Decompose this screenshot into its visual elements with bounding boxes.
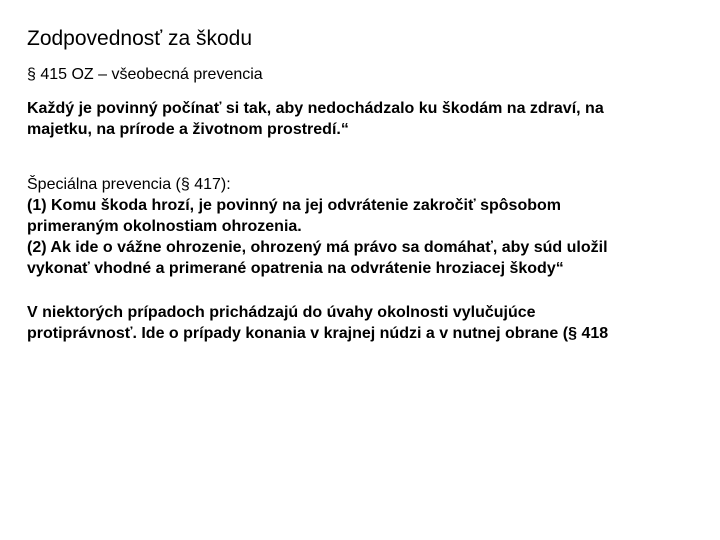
exclusion-circumstances-text xyxy=(27,302,697,344)
section-subtitle: § 415 OZ – všeobecná prevencia xyxy=(27,66,263,83)
text-line: (2) Ak ide o vážne ohrozenie, ohrozený má právo sa domáhať, aby súd uložil xyxy=(27,239,608,256)
text-line: Každý je povinný počínať si tak, aby nedochádzalo ku škodám na zdraví, na xyxy=(27,100,604,117)
special-prevention-heading: Špeciálna prevencia (§ 417): xyxy=(27,176,231,193)
text-line: V niektorých prípadoch prichádzajú do úvahy okolnosti vylučujúce xyxy=(27,304,536,321)
general-prevention-text xyxy=(27,98,697,140)
special-prevention-text xyxy=(27,174,697,279)
text-line: protiprávnosť. Ide o prípady konania v krajnej núdzi a v nutnej obrane (§ 418 xyxy=(27,325,609,342)
text-line: (1) Komu škoda hrozí, je povinný na jej odvrátenie zakročiť spôsobom xyxy=(27,197,561,214)
text-line: vykonať vhodné a primerané opatrenia na odvrátenie hroziacej škody“ xyxy=(27,260,564,277)
text-line: majetku, na prírode a životnom prostredí.“ xyxy=(27,121,349,138)
text-line: primeraným okolnostiam ohrozenia. xyxy=(27,218,302,235)
page-title: Zodpovednosť za škodu xyxy=(27,27,253,50)
